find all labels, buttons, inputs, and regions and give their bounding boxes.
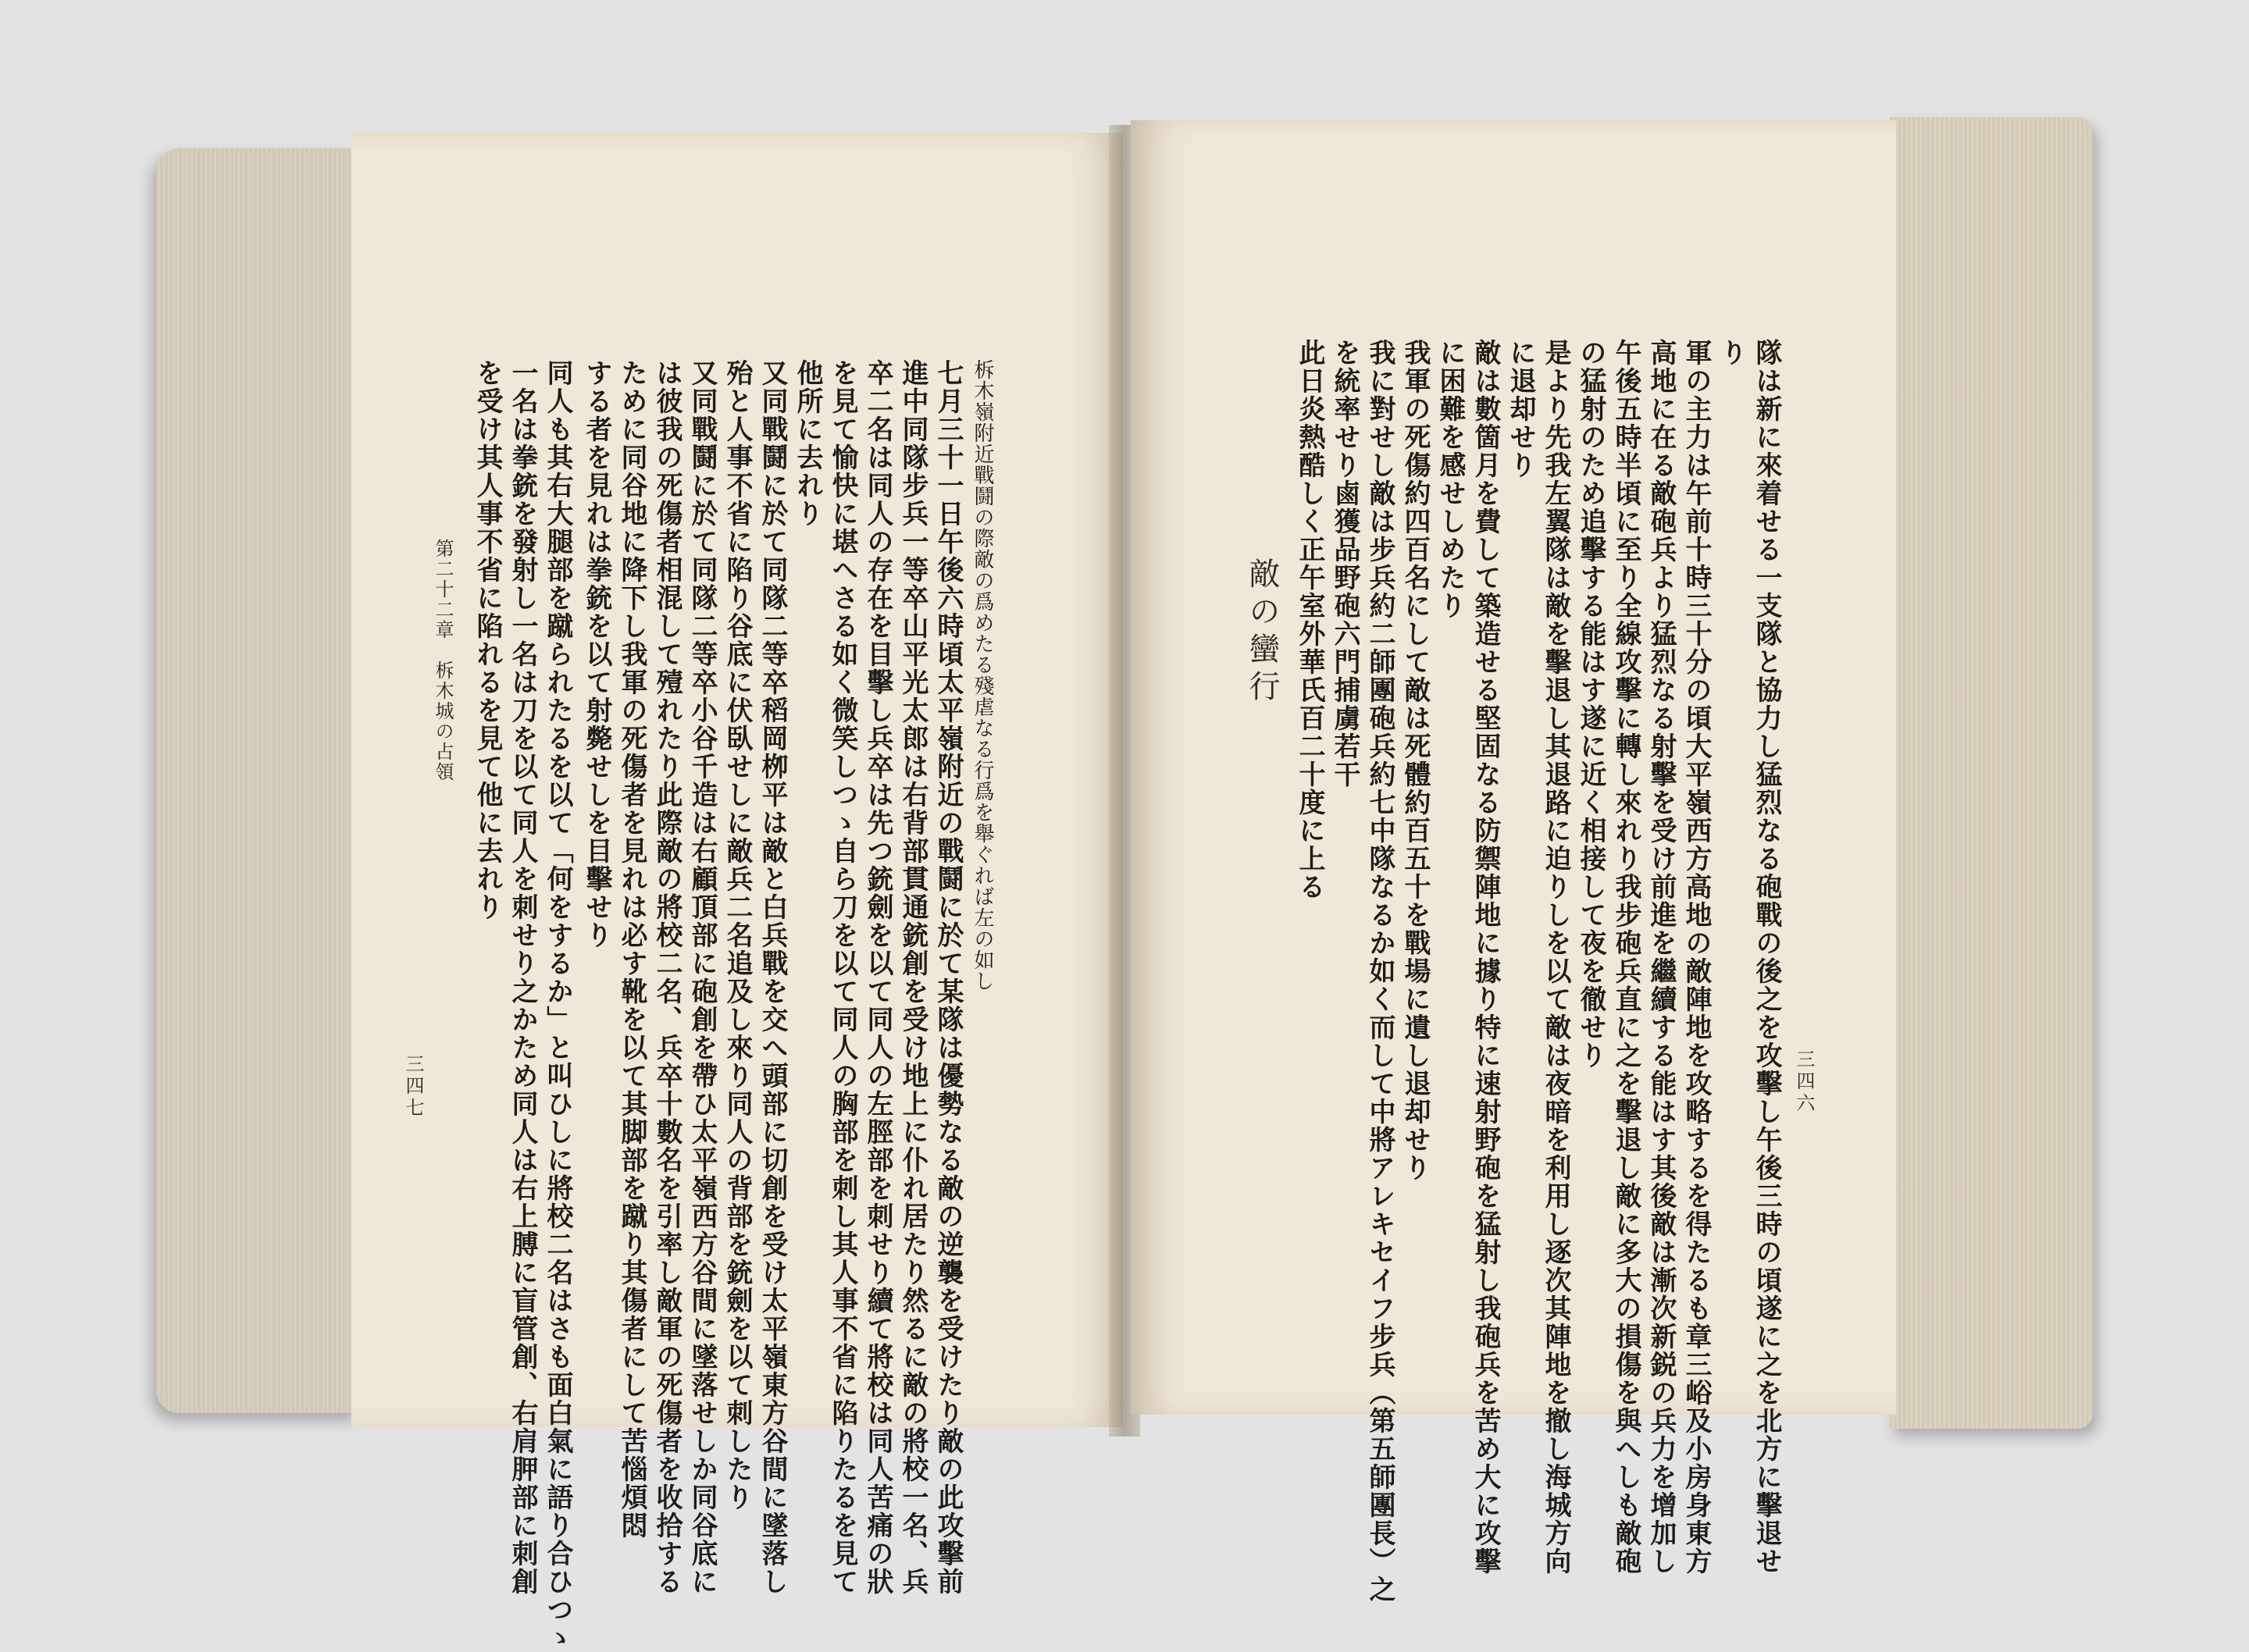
right-line-06: の猛射のため追擊する能はす遂に近く相接して夜を徹せり [1575,339,1606,1070]
right-line-09: 敵は數箇月を費して築造せる堅固なる防禦陣地に據り特に速射野砲を猛射し我砲兵を苦め大に攻擊 [1470,339,1501,1575]
left-page-edges [156,148,361,1413]
left-line-14: を受け其人事不省に陷れるを見て他に去れり [472,359,503,921]
left-page-number: 三四七 [402,1054,424,1120]
right-line-12: 我に對せし敵は步兵約二師團砲兵約七中隊なるか如く而して中將アレキセイフ步兵（第五師團長）之 [1364,339,1395,1604]
right-line-11: 我軍の死傷約四百名にして敵は死體約百五十を戰場に遺し退却せり [1399,339,1431,1182]
right-line-01: 隊は新に來着せる一支隊と協力し猛烈なる砲戰の後之を攻擊し午後三時の頃遂に之を北方に擊退せ [1751,339,1782,1575]
right-line-08: に退却せり [1505,339,1536,479]
left-line-05: 他所に去れり [792,359,823,528]
left-line-12: 同人も其右大腿部を蹴られたるを以て「何をするか」と叫ひしに將校二名はさも面白氣に語り合ひつゝ [542,359,573,1652]
right-line-14: 此日炎熱酷しく正午室外華氏百二十度に上る [1294,339,1325,901]
right-line-10: に困難を感せしめたり [1435,339,1466,620]
right-page-edges [1890,117,2093,1429]
section-heading: 敵の蠻行 [1244,557,1280,707]
left-line-03: 卒二名は同人の存在を目擊し兵卒は先つ銃劍を以て同人の左脛部を刺せり續て將校は同人苦痛の狀 [862,359,893,1596]
left-line-04: を見て愉快に堪へさる如く微笑しつゝ自ら刀を以て同人の胸部を刺し其人事不省に陷りたるを見て [827,359,858,1596]
left-line-13: 一名は拳銃を發射し一名は刀を以て同人を刺せり之かため同人は右上膊に盲管創、右肩胛部に刺創 [507,359,538,1596]
right-line-04: 高地に在る敵砲兵より猛烈なる射擊を受け前進を繼續する能はす其後敵は漸次新鋭の兵力を增加し [1645,339,1677,1575]
right-line-07: 是より先我左翼隊は敵を擊退し其退路に迫りしを以て敵は夜暗を利用し逐次其陣地を撤し海城方向 [1540,339,1571,1575]
right-line-05: 午後五時半頃に至り全線攻擊に轉し來れり我步砲兵直に之を擊退し敵に多大の損傷を與へしも敵砲 [1610,339,1641,1575]
left-line-10: ために同谷地に降下し我軍の死傷者を見れは必す靴を以て其脚部を蹴り其傷者にして苦惱煩悶 [616,359,647,1540]
right-line-13: を統率せり鹵獲品野砲六門捕虜若干 [1329,339,1360,789]
left-page [351,133,1123,1652]
left-note: 柝木嶺附近戰鬪の際敵の爲めたる殘虐なる行爲を舉ぐれば左の如し [971,359,994,992]
left-running-head: 第二十二章 柝木城の占領 [432,539,454,782]
left-line-09: は彼我の死傷者相混して殪れたり此際敵の將校二名、兵卒十數名を引率し敵軍の死傷者を收拾する [651,359,683,1596]
left-line-02: 進中同隊步兵一等卒山平光太郎は右背部貫通銃創を受け地上に仆れ居たり然るに敵の將校一名、兵 [897,359,928,1596]
left-line-08: 又同戰鬪に於て同隊二等卒小谷千造は右顧頂部に砲創を帶ひ太平嶺西方谷間に墜落せしか同谷底に [686,359,718,1596]
left-line-07: 殆と人事不省に陷り谷底に伏臥せしに敵兵二名追及し來り同人の背部を銃劍を以て刺したり [722,359,753,1511]
left-line-01: 七月三十一日午後六時頃太平嶺附近の戰鬪に於て某隊は優勢なる敵の逆襲を受けたり敵の此攻擊前 [932,359,964,1596]
left-line-11: する者を見れは拳銃を以て射斃せしを目擊せり [581,359,612,949]
right-page-number: 三四六 [1793,1049,1815,1115]
right-page [1131,120,1896,1604]
right-line-03: 軍の主力は午前十時三十分の頃大平嶺西方高地の敵陣地を攻略するを得たるも章三峪及小房身東方 [1681,339,1712,1575]
left-line-06: 又同戰鬪に於て同隊二等卒稻岡栁平は敵と白兵戰を交へ頭部に切創を受け太平嶺東方谷間に墜落し [757,359,788,1596]
right-line-02: り [1716,339,1747,367]
